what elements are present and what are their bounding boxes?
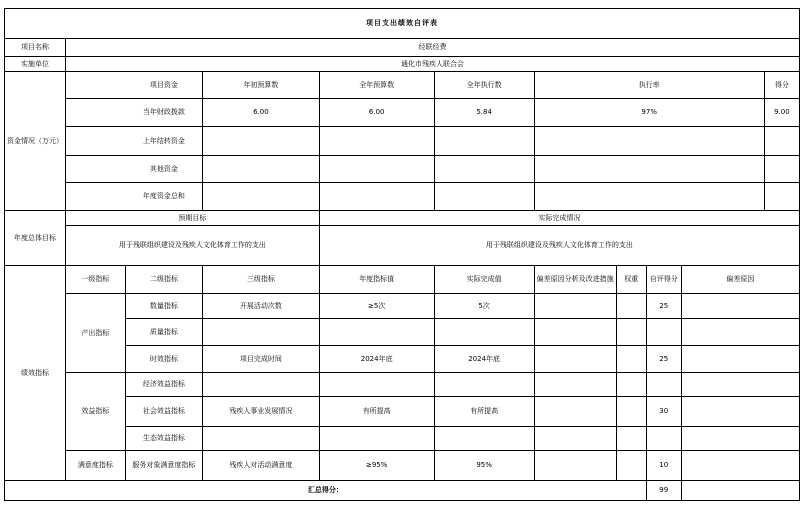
indicator-weight [616,427,646,451]
indicator-deviation [681,346,799,373]
funds-row-rate: 97% [534,99,764,127]
indicator-weight [616,346,646,373]
indicator-deviation [681,319,799,346]
total-score-label: 汇总得分： [5,481,647,501]
funds-header-score: 得分 [764,72,799,99]
funds-row-initial: 6.00 [203,99,320,127]
indicator-level3: 开展活动次数 [203,294,320,319]
indicator-level2: 社会效益指标 [125,397,202,427]
indicator-level3: 项目完成时间 [203,346,320,373]
indicator-actual [434,427,534,451]
indicator-actual [434,373,534,397]
funds-row-executed [434,156,534,183]
funds-row-annual: 6.00 [319,99,434,127]
funds-row-score [764,156,799,183]
funds-row-annual [319,156,434,183]
indicator-analysis [534,294,616,319]
funds-row-initial [203,183,320,211]
implementing-unit-label: 实施单位 [5,57,66,72]
funds-row-initial [203,156,320,183]
page-title: 项目支出绩效自评表 [5,9,800,39]
indicator-level3 [203,319,320,346]
funds-row-executed: 5.84 [434,99,534,127]
indicator-header-level2: 二级指标 [125,266,202,294]
indicator-level3: 残疾人事业发展情况 [203,397,320,427]
benefit-indicator-label: 效益指标 [66,373,126,451]
indicators-section-label: 绩效指标 [5,266,66,481]
indicator-level2: 数量指标 [125,294,202,319]
indicator-header-analysis: 偏差原因分析及改进措施 [534,266,616,294]
indicator-header-level1: 一级指标 [66,266,126,294]
indicator-level2: 时效指标 [125,346,202,373]
funds-section-label: 资金情况（万元） [5,72,66,211]
indicator-score [646,427,681,451]
indicator-target [319,319,434,346]
implementing-unit-value: 通化市残疾人联合会 [66,57,800,72]
funds-row-name: 上年结转资金 [125,127,202,156]
indicator-level3: 残疾人对活动满意度 [203,451,320,481]
funds-row-rate [534,156,764,183]
output-indicator-label: 产出指标 [66,294,126,373]
indicator-level3 [203,427,320,451]
funds-row-annual [319,127,434,156]
funds-row-rate [534,127,764,156]
indicator-actual [434,319,534,346]
indicator-level2: 生态效益指标 [125,427,202,451]
funds-row-initial [203,127,320,156]
funds-row-score: 9.00 [764,99,799,127]
indicator-score: 25 [646,294,681,319]
project-name-label: 项目名称 [5,39,66,57]
indicator-analysis [534,427,616,451]
indicator-header-deviation: 偏差原因 [681,266,799,294]
expected-goal-text: 用于残联组织建设及残疾人文化体育工作的支出 [66,226,320,266]
indicator-weight [616,319,646,346]
indicator-analysis [534,373,616,397]
indicator-actual: 95% [434,451,534,481]
indicator-analysis [534,451,616,481]
funds-header-executed: 全年执行数 [434,72,534,99]
funds-row-score [764,183,799,211]
indicator-deviation [681,397,799,427]
indicator-level2: 服务对象满意度指标 [125,451,202,481]
indicator-level2: 质量指标 [125,319,202,346]
indicator-target: ≥5次 [319,294,434,319]
total-score-spacer [681,481,799,501]
indicator-actual: 有所提高 [434,397,534,427]
funds-row-executed [434,127,534,156]
indicator-weight [616,451,646,481]
funds-row-rate [534,183,764,211]
indicator-level2: 经济效益指标 [125,373,202,397]
funds-header-source: 项目资金 [125,72,202,99]
actual-result-text: 用于残联组织建设及残疾人文化体育工作的支出 [319,226,799,266]
funds-row-annual [319,183,434,211]
funds-row-name: 其他资金 [125,156,202,183]
funds-header-spacer [66,72,126,99]
funds-header-rate: 执行率 [534,72,764,99]
indicator-weight [616,397,646,427]
indicator-deviation [681,427,799,451]
satisfaction-indicator-label: 满意度指标 [66,451,126,481]
indicator-score: 25 [646,346,681,373]
indicator-analysis [534,397,616,427]
indicator-deviation [681,294,799,319]
funds-row-executed [434,183,534,211]
indicator-header-target: 年度指标值 [319,266,434,294]
project-name-value: 经联经费 [66,39,800,57]
funds-header-initial: 年初预算数 [203,72,320,99]
funds-row-name: 年度资金总和 [125,183,202,211]
indicator-target: ≥95% [319,451,434,481]
goals-section-label: 年度总体目标 [5,211,66,266]
evaluation-table [4,8,800,501]
indicator-analysis [534,319,616,346]
expected-goal-header: 预期目标 [66,211,320,226]
indicator-deviation [681,451,799,481]
indicator-actual: 5次 [434,294,534,319]
indicator-actual: 2024年底 [434,346,534,373]
indicator-header-level3: 三级指标 [203,266,320,294]
indicator-header-weight: 权重 [616,266,646,294]
funds-row-name: 当年财政拨款 [125,99,202,127]
indicator-target [319,373,434,397]
indicator-header-actual: 实际完成值 [434,266,534,294]
funds-row-score [764,127,799,156]
indicator-target: 2024年底 [319,346,434,373]
performance-self-evaluation-sheet [4,8,800,501]
indicator-analysis [534,346,616,373]
indicator-score: 10 [646,451,681,481]
indicator-header-score: 自评得分 [646,266,681,294]
indicator-score [646,373,681,397]
indicator-level3 [203,373,320,397]
indicator-weight [616,294,646,319]
indicator-score: 30 [646,397,681,427]
indicator-target: 有所提高 [319,397,434,427]
indicator-target [319,427,434,451]
total-score-value: 99 [646,481,681,501]
indicator-score [646,319,681,346]
funds-header-annual: 全年预算数 [319,72,434,99]
indicator-weight [616,373,646,397]
actual-result-header: 实际完成情况 [319,211,799,226]
indicator-deviation [681,373,799,397]
